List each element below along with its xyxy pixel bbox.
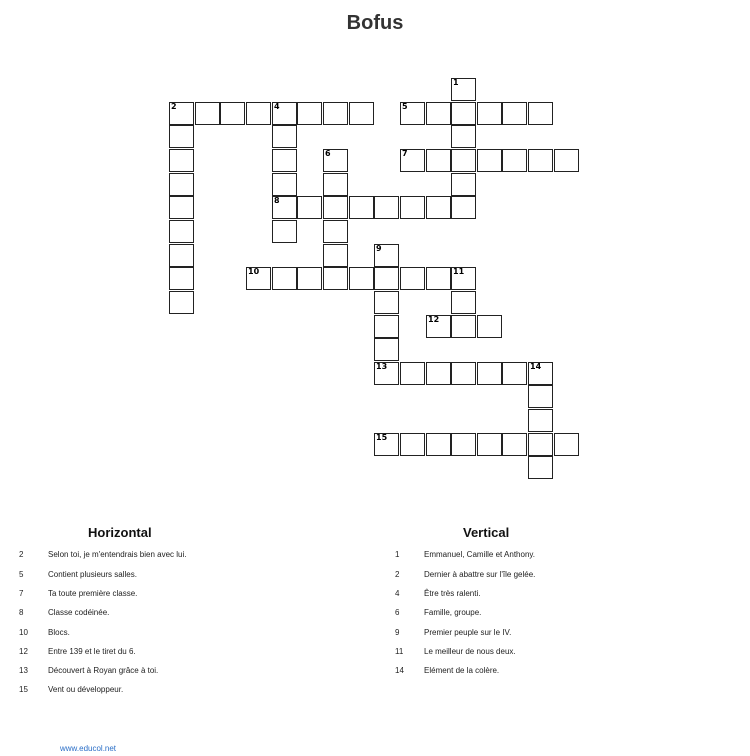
clue-item-text: Entre 139 et le tiret du 6. — [48, 647, 136, 656]
grid-cell[interactable] — [451, 267, 476, 290]
grid-cell[interactable] — [451, 433, 476, 456]
clue-item-text: Vent ou développeur. — [48, 685, 124, 694]
clue-number: 12 — [428, 315, 440, 324]
grid-cell[interactable] — [246, 102, 271, 125]
grid-cell[interactable] — [426, 267, 451, 290]
clue-item-number: 15 — [19, 685, 28, 694]
grid-cell[interactable] — [502, 102, 527, 125]
clue-item-number: 10 — [19, 628, 28, 637]
grid-cell[interactable] — [349, 196, 374, 219]
grid-cell[interactable] — [169, 149, 194, 172]
clue-item — [19, 647, 349, 659]
clue-item — [395, 628, 725, 640]
clue-item — [19, 589, 349, 601]
clue-number: 10 — [248, 267, 260, 276]
grid-cell[interactable] — [528, 149, 553, 172]
grid-cell[interactable] — [169, 125, 194, 148]
grid-cell[interactable] — [323, 244, 348, 267]
grid-cell[interactable] — [169, 220, 194, 243]
grid-cell[interactable] — [451, 315, 476, 338]
footer-link[interactable]: www.educol.net — [60, 744, 117, 753]
grid-cell[interactable] — [169, 291, 194, 314]
grid-cell[interactable] — [272, 220, 297, 243]
grid-cell[interactable] — [400, 149, 425, 172]
grid-cell[interactable] — [169, 173, 194, 196]
grid-cell[interactable] — [451, 149, 476, 172]
clue-item — [395, 589, 725, 601]
clue-item-text: Contient plusieurs salles. — [48, 570, 137, 579]
grid-cell[interactable] — [169, 102, 194, 125]
clue-item-text: Être très ralenti. — [424, 589, 481, 598]
horizontal-heading: Horizontal — [88, 525, 152, 540]
grid-cell[interactable] — [426, 315, 451, 338]
clue-number: 7 — [402, 149, 408, 158]
clue-item-text: Famille, groupe. — [424, 608, 482, 617]
grid-cell[interactable] — [400, 362, 425, 385]
clue-number: 11 — [453, 267, 465, 276]
grid-cell[interactable] — [272, 267, 297, 290]
clue-item-text: Emmanuel, Camille et Anthony. — [424, 550, 536, 559]
grid-cell[interactable] — [374, 362, 399, 385]
clue-item — [19, 666, 349, 678]
clue-item — [395, 550, 725, 562]
grid-cell[interactable] — [477, 433, 502, 456]
vertical-heading: Vertical — [463, 525, 510, 540]
clue-number: 6 — [325, 149, 331, 158]
clue-item — [19, 550, 349, 562]
grid-cell[interactable] — [477, 149, 502, 172]
clue-item — [395, 647, 725, 659]
grid-cell[interactable] — [272, 125, 297, 148]
grid-cell[interactable] — [502, 149, 527, 172]
grid-cell[interactable] — [426, 362, 451, 385]
grid-cell[interactable] — [554, 433, 579, 456]
grid-cell[interactable] — [349, 267, 374, 290]
clue-item-number: 7 — [19, 589, 24, 598]
clue-item — [395, 666, 725, 678]
grid-cell[interactable] — [246, 267, 271, 290]
grid-cell[interactable] — [297, 196, 322, 219]
clue-item-text: Blocs. — [48, 628, 70, 637]
grid-cell[interactable] — [528, 433, 553, 456]
grid-cell[interactable] — [169, 244, 194, 267]
clue-item-number: 1 — [395, 550, 400, 559]
grid-cell[interactable] — [374, 196, 399, 219]
clue-item — [19, 570, 349, 582]
clue-item-text: Classe codéinée. — [48, 608, 110, 617]
grid-cell[interactable] — [272, 196, 297, 219]
grid-cell[interactable] — [297, 267, 322, 290]
clue-number: 2 — [171, 102, 177, 111]
clue-item-number: 6 — [395, 608, 400, 617]
clue-item-number: 9 — [395, 628, 400, 637]
clue-item-text: Premier peuple sur le IV. — [424, 628, 512, 637]
clue-item-number: 11 — [395, 647, 404, 656]
clue-item — [19, 608, 349, 620]
clue-item-number: 8 — [19, 608, 24, 617]
clue-number: 5 — [402, 102, 408, 111]
grid-cell[interactable] — [272, 149, 297, 172]
clue-number: 14 — [530, 362, 542, 371]
clue-number: 15 — [376, 433, 388, 442]
grid-cell[interactable] — [272, 173, 297, 196]
clue-number: 4 — [274, 102, 280, 111]
grid-cell[interactable] — [451, 173, 476, 196]
grid-cell[interactable] — [195, 102, 220, 125]
grid-cell[interactable] — [323, 149, 348, 172]
grid-cell[interactable] — [272, 102, 297, 125]
grid-cell[interactable] — [400, 196, 425, 219]
clue-number: 1 — [453, 78, 459, 87]
clue-item-number: 14 — [395, 666, 404, 675]
clue-item-number: 4 — [395, 589, 400, 598]
grid-cell[interactable] — [502, 362, 527, 385]
clue-item — [395, 608, 725, 620]
grid-cell[interactable] — [528, 102, 553, 125]
clue-item-text: Ta toute première classe. — [48, 589, 138, 598]
grid-cell[interactable] — [426, 433, 451, 456]
grid-cell[interactable] — [528, 409, 553, 432]
grid-cell[interactable] — [220, 102, 245, 125]
puzzle-title: Bofus — [346, 12, 404, 34]
clue-item-number: 2 — [395, 570, 400, 579]
grid-cell[interactable] — [374, 315, 399, 338]
grid-cell[interactable] — [477, 362, 502, 385]
grid-cell[interactable] — [528, 385, 553, 408]
grid-cell[interactable] — [451, 102, 476, 125]
grid-cell[interactable] — [323, 220, 348, 243]
clue-number: 13 — [376, 362, 388, 371]
grid-cell[interactable] — [323, 196, 348, 219]
grid-cell[interactable] — [502, 433, 527, 456]
grid-cell[interactable] — [323, 267, 348, 290]
clue-number: 8 — [274, 196, 280, 205]
grid-cell[interactable] — [374, 433, 399, 456]
grid-cell[interactable] — [477, 315, 502, 338]
grid-cell[interactable] — [400, 267, 425, 290]
clue-number: 9 — [376, 244, 382, 253]
clue-item-number: 12 — [19, 647, 28, 656]
grid-cell[interactable] — [349, 102, 374, 125]
grid-cell[interactable] — [323, 102, 348, 125]
grid-cell[interactable] — [169, 267, 194, 290]
clue-item — [19, 685, 349, 697]
clue-item — [19, 628, 349, 640]
grid-cell[interactable] — [374, 338, 399, 361]
grid-cell[interactable] — [426, 102, 451, 125]
clue-item-number: 2 — [19, 550, 24, 559]
grid-cell[interactable] — [374, 267, 399, 290]
clue-item-text: Le meilleur de nous deux. — [424, 647, 516, 656]
clue-item-number: 5 — [19, 570, 24, 579]
grid-cell[interactable] — [451, 362, 476, 385]
grid-cell[interactable] — [400, 102, 425, 125]
grid-cell[interactable] — [451, 125, 476, 148]
grid-cell[interactable] — [374, 291, 399, 314]
grid-cell[interactable] — [554, 149, 579, 172]
clue-item-text: Elément de la colère. — [424, 666, 500, 675]
grid-cell[interactable] — [426, 149, 451, 172]
grid-cell[interactable] — [477, 102, 502, 125]
grid-cell[interactable] — [400, 433, 425, 456]
clue-item-text: Selon toi, je m'entendrais bien avec lui. — [48, 550, 187, 559]
grid-cell[interactable] — [451, 291, 476, 314]
clue-item-text: Dernier à abattre sur l'île gelée. — [424, 570, 536, 579]
grid-cell[interactable] — [374, 244, 399, 267]
clue-item — [395, 570, 725, 582]
grid-cell[interactable] — [528, 456, 553, 479]
grid-cell[interactable] — [169, 196, 194, 219]
grid-cell[interactable] — [451, 78, 476, 101]
clue-item-number: 13 — [19, 666, 28, 675]
grid-cell[interactable] — [323, 173, 348, 196]
clue-item-text: Découvert à Royan grâce à toi. — [48, 666, 159, 675]
grid-cell[interactable] — [426, 196, 451, 219]
grid-cell[interactable] — [451, 196, 476, 219]
grid-cell[interactable] — [528, 362, 553, 385]
grid-cell[interactable] — [297, 102, 322, 125]
